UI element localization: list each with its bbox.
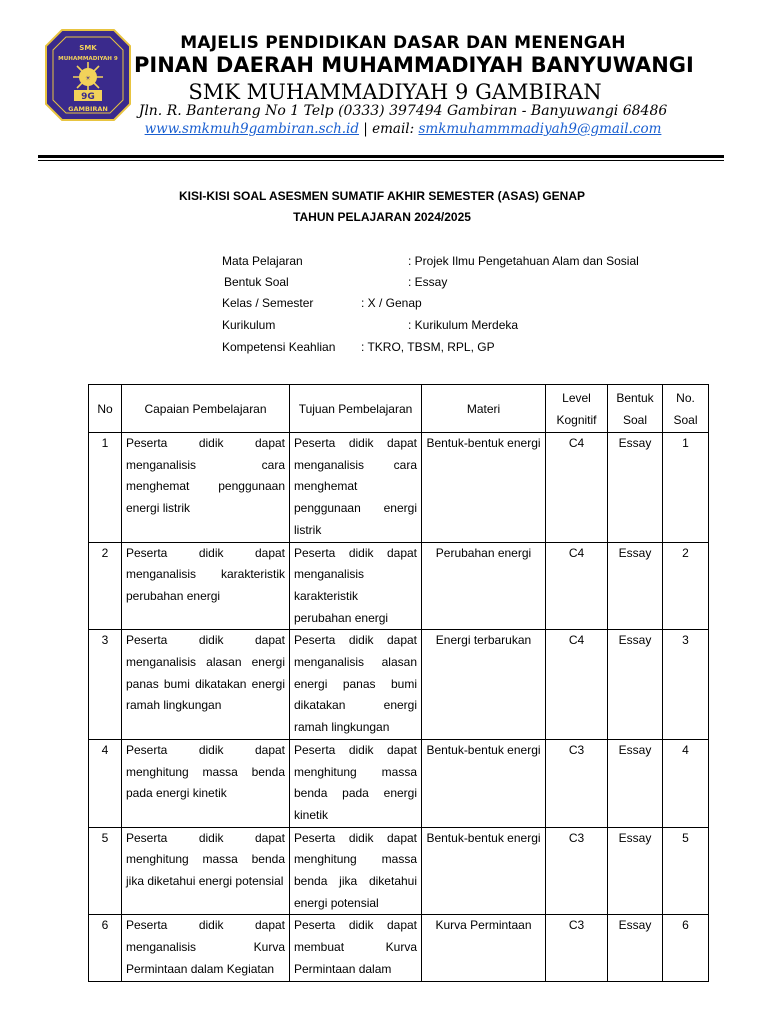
cell-level: C3 [546,827,608,915]
info-label-mapel: Mata Pelajaran [222,254,303,268]
cell-level: C4 [546,630,608,740]
cell-bentuk: Essay [608,915,663,981]
document-title: KISI-KISI SOAL ASESMEN SUMATIF AKHIR SEMESTER (ASAS) GENAP [178,189,586,203]
letterhead-council: MAJELIS PENDIDIKAN DASAR DAN MENENGAH [180,33,626,53]
cell-level: C4 [546,433,608,543]
cell-tujuan: Peserta didik dapat menghitung massa benda jika diketahui energi potensial [290,827,422,915]
cell-no: 6 [89,915,122,981]
cell-nosoal: 4 [663,739,709,827]
svg-text:☀: ☀ [85,75,91,82]
col-header-capaian: Capaian Pembelajaran [122,385,290,433]
cell-bentuk: Essay [608,630,663,740]
cell-nosoal: 3 [663,630,709,740]
cell-level: C3 [546,739,608,827]
table-row [89,630,709,740]
cell-capaian: Peserta didik dapat menghitung massa benda pada energi kinetik [122,739,290,827]
letterhead-organization: PINAN DAERAH MUHAMMADIYAH BANYUWANGI [134,53,694,77]
cell-bentuk: Essay [608,827,663,915]
table-row [89,739,709,827]
cell-tujuan: Peserta didik dapat menganalisis karakteristik perubahan energi [290,542,422,630]
header-divider-thick [38,155,724,158]
cell-nosoal: 1 [663,433,709,543]
website-link[interactable]: www.smkmuh9gambiran.sch.id [144,121,360,137]
letterhead-contact [0,121,768,137]
info-value-bentuk: : Essay [408,275,448,289]
cell-capaian: Peserta didik dapat menganalisis alasan energi panas bumi dikatakan energi ramah lingkungan [122,630,290,740]
kisi-kisi-table [88,384,709,982]
cell-no: 5 [89,827,122,915]
info-value-kelas: : X / Genap [361,296,422,310]
email-link[interactable]: smkmuhammmadiyah9@gmail.com [418,121,662,137]
table-row [89,542,709,630]
cell-bentuk: Essay [608,433,663,543]
col-header-materi: Materi [422,385,546,433]
info-label-kelas: Kelas / Semester [222,296,314,310]
col-header-level: Level Kognitif [546,385,608,433]
cell-no: 3 [89,630,122,740]
cell-capaian: Peserta didik dapat menganalisis cara menghemat penggunaan energi listrik [122,433,290,543]
info-value-mapel: : Projek Ilmu Pengetahuan Alam dan Sosial [408,254,639,268]
info-value-kurikulum: : Kurikulum Merdeka [408,318,519,332]
cell-nosoal: 2 [663,542,709,630]
document-year: TAHUN PELAJARAN 2024/2025 [293,210,471,224]
cell-tujuan: Peserta didik dapat menganalisis alasan energi panas bumi dikatakan energi ramah lingkungan [290,630,422,740]
info-value-kompetensi: : TKRO, TBSM, RPL, GP [361,340,495,354]
info-label-kompetensi: Kompetensi Keahlian [222,340,336,354]
cell-materi: Bentuk-bentuk energi [422,433,546,543]
cell-tujuan: Peserta didik dapat membuat Kurva Permintaan dalam [290,915,422,981]
cell-materi: Bentuk-bentuk energi [422,827,546,915]
cell-tujuan: Peserta didik dapat menghitung massa benda pada energi kinetik [290,739,422,827]
svg-text:SMK: SMK [79,44,97,52]
letterhead-school-name: SMK MUHAMMADIYAH 9 GAMBIRAN [188,80,602,104]
col-header-no: No [89,385,122,433]
cell-no: 2 [89,542,122,630]
cell-tujuan: Peserta didik dapat menganalisis cara menghemat penggunaan energi listrik [290,433,422,543]
cell-materi: Energi terbarukan [422,630,546,740]
cell-nosoal: 6 [663,915,709,981]
col-header-tujuan: Tujuan Pembelajaran [290,385,422,433]
header-divider-thin [38,160,724,161]
cell-level: C4 [546,542,608,630]
cell-capaian: Peserta didik dapat menghitung massa benda jika diketahui energi potensial [122,827,290,915]
cell-nosoal: 5 [663,827,709,915]
table-row [89,915,709,981]
col-header-nosoal: No. Soal [663,385,709,433]
svg-text:9G: 9G [81,92,95,102]
table-header-row [89,385,709,433]
email-label: | email: [359,121,419,137]
col-header-bentuk: Bentuk Soal [608,385,663,433]
svg-text:MUHAMMADIYAH 9: MUHAMMADIYAH 9 [58,56,118,62]
cell-capaian: Peserta didik dapat menganalisis karakteristik perubahan energi [122,542,290,630]
info-label-bentuk: Bentuk Soal [224,275,289,289]
table-row [89,827,709,915]
info-label-kurikulum: Kurikulum [222,318,276,332]
cell-materi: Bentuk-bentuk energi [422,739,546,827]
cell-bentuk: Essay [608,739,663,827]
cell-no: 4 [89,739,122,827]
cell-level: C3 [546,915,608,981]
letterhead-address: Jln. R. Banterang No 1 Telp (0333) 397494 Gambiran - Banyuwangi 68486 [138,103,668,119]
cell-capaian: Peserta didik dapat menganalisis Kurva Permintaan dalam Kegiatan [122,915,290,981]
svg-text:GAMBIRAN: GAMBIRAN [68,105,108,113]
cell-materi: Kurva Permintaan [422,915,546,981]
table-row [89,433,709,543]
cell-no: 1 [89,433,122,543]
cell-materi: Perubahan energi [422,542,546,630]
cell-bentuk: Essay [608,542,663,630]
